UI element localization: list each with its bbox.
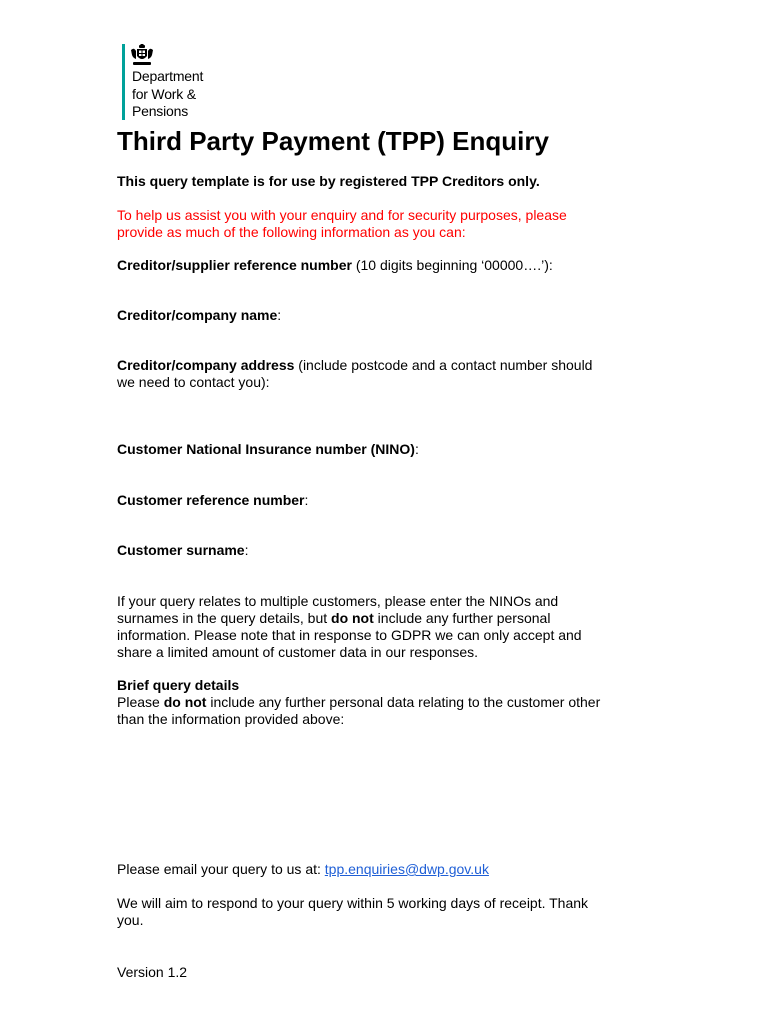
security-notice-line-1: To help us assist you with your enquiry and for security purposes, please: [117, 207, 567, 223]
brief-line-1-pre: Please: [117, 694, 164, 710]
response-line-2: you.: [117, 912, 144, 928]
multiple-line-2-bold: do not: [331, 610, 374, 626]
email-text: Please email your query to us at:: [117, 861, 325, 877]
surname-label: Customer surname: [117, 542, 245, 558]
nino-label: Customer National Insurance number (NINO): [117, 441, 415, 457]
multiple-line-4: share a limited amount of customer data in our responses.: [117, 644, 479, 660]
surname-field: [117, 542, 657, 559]
multiple-line-3: information. Please note that in response to GDPR we can only accept and: [117, 627, 582, 643]
customer-ref-field: [117, 492, 657, 509]
royal-crest-icon: [130, 44, 154, 66]
version-label: Version 1.2: [117, 964, 188, 980]
surname-suffix: :: [244, 542, 249, 558]
logo-line-2: for Work &: [132, 85, 196, 102]
company-address-label: Creditor/company address: [117, 357, 295, 373]
creditor-ref-field: [117, 257, 657, 274]
customer-ref-suffix: :: [304, 492, 309, 508]
company-address-field: [117, 357, 657, 391]
page-title: Third Party Payment (TPP) Enquiry: [117, 126, 549, 156]
security-notice-line-2: provide as much of the following information as you can:: [117, 224, 466, 240]
email-instruction: [117, 861, 657, 878]
company-name-label: Creditor/company name: [117, 307, 278, 323]
email-link[interactable]: tpp.enquiries@dwp.gov.uk: [324, 861, 489, 877]
company-name-field: [117, 307, 657, 324]
brief-line-1: [117, 694, 657, 711]
nino-suffix: :: [414, 441, 419, 457]
creditor-ref-hint: (10 digits beginning ‘00000….’):: [351, 257, 553, 273]
logo-accent-bar: [122, 44, 125, 120]
dwp-logo: [122, 44, 232, 120]
brief-line-1-post: include any further personal data relating to the customer other: [206, 694, 601, 710]
multiple-line-2-post: include any further personal: [373, 610, 551, 626]
logo-text: [132, 68, 203, 121]
brief-line-2: than the information provided above:: [117, 711, 345, 727]
company-address-hint-2: we need to contact you):: [117, 374, 270, 390]
response-line-1: We will aim to respond to your query within 5 working days of receipt. Thank: [117, 895, 589, 911]
brief-line-1-bold: do not: [163, 694, 207, 710]
customer-ref-label: Customer reference number: [117, 492, 305, 508]
company-address-hint-1: (include postcode and a contact number should: [294, 357, 593, 373]
response-time-notice: [117, 895, 657, 929]
creditor-ref-label: Creditor/supplier reference number: [117, 257, 352, 273]
company-name-suffix: :: [277, 307, 282, 323]
logo-line-3: Pensions: [132, 103, 188, 119]
multiple-line-1: If your query relates to multiple customers, please enter the NINOs and: [117, 593, 559, 609]
company-address-line-1: [117, 357, 657, 374]
multiple-customers-paragraph: [117, 593, 657, 661]
multiple-line-2-pre: surnames in the query details, but: [117, 610, 332, 626]
brief-query-heading: Brief query details: [117, 677, 240, 693]
intro-text: This query template is for use by registered TPP Creditors only.: [117, 173, 540, 189]
logo-line-1: Department: [132, 68, 204, 84]
multiple-line-2: [117, 610, 657, 627]
brief-query-section: [117, 677, 657, 728]
nino-field: [117, 441, 657, 458]
security-notice: [117, 207, 657, 241]
